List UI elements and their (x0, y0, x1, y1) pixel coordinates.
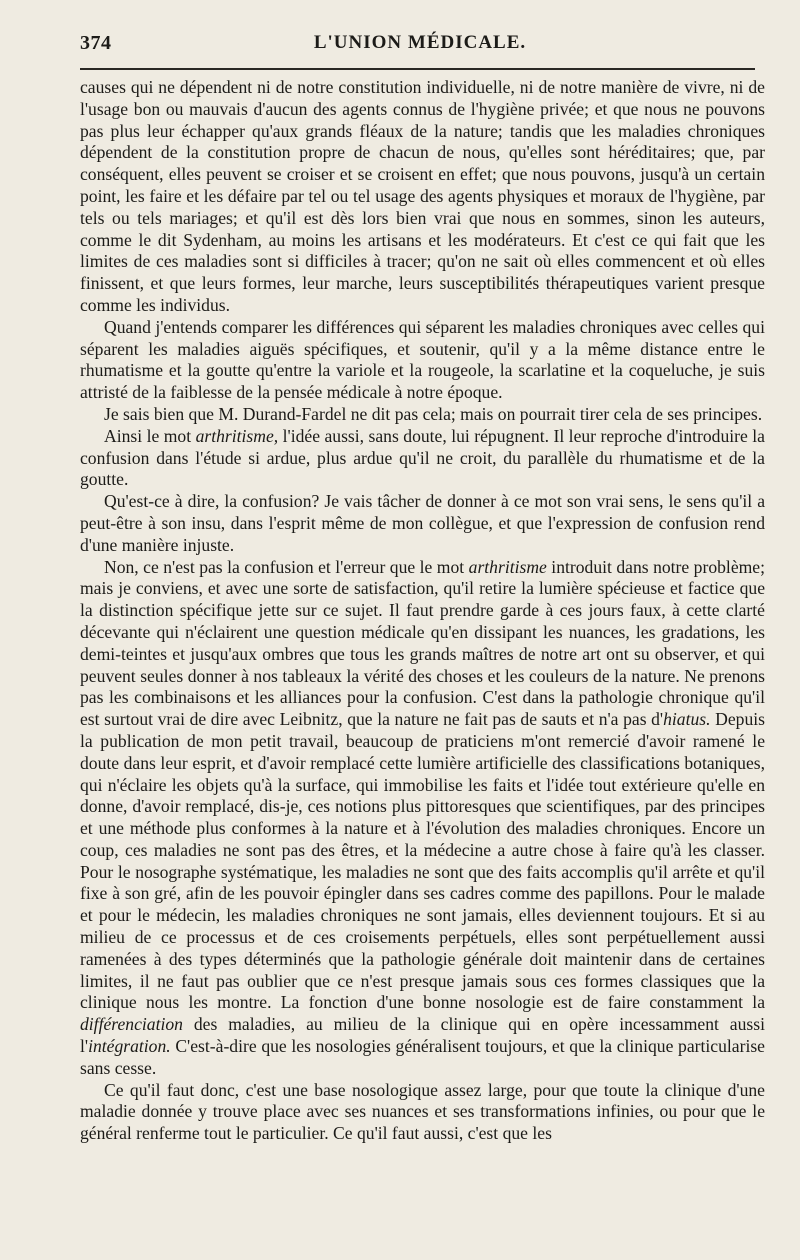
text-run: Je sais bien que M. Durand-Fardel ne dit pas cela; mais on pourrait tirer cela de ses principes. (104, 403, 763, 424)
paragraph (80, 1080, 765, 1145)
italic-term: intégration. (88, 1036, 171, 1057)
paragraph (80, 491, 765, 556)
text-run: Ainsi le mot (104, 425, 196, 446)
italic-term: arthritisme (468, 556, 547, 577)
text-run: introduit dans notre problème; mais je conviens, et avec une sorte de satisfaction, qu'il retire la lumière spécieuse et factice que la distinction spécifique jette sur ce sujet. Il faut prendre garde à ces jours faux, à cette clarté décevante qui n'éclairent une question médicale qu'en dissipant les nuances, les gradations, les demi-teintes et jusqu'aux ombres que tous les grands maîtres de notre art ont su observer, et qui peuvent seules donner à nos tableaux la vérité des choses et les couleurs de la nature. Ne prenons pas les combinaisons et les alliances pour la confusion. C'est dans la pathologie chronique qu'il est surtout vrai de dire avec Leibnitz, que la nature ne fait pas de sauts et n'a pas d' (80, 556, 766, 730)
italic-term: hiatus. (663, 709, 711, 730)
text-run: des maladies, au milieu de la clinique qui en opère incessamment aussi l' (80, 1014, 765, 1057)
header-rule (80, 68, 755, 70)
text-run: C'est-à-dire que les nosologies généralisent toujours, et que la clinique particularise sans cesse. (80, 1036, 765, 1078)
text-run: Quand j'entends comparer les différences qui séparent les maladies chroniques avec celles qui séparent les maladies aiguës spécifiques, et soutenir, qu'il y a la même distance entre le rhumatisme et la goutte qu'entre la variole et la rougeole, la scarlatine et la coqueluche, je suis attristé de la faiblesse de la pensée médicale à notre époque. (80, 316, 765, 403)
text-run: Non, ce n'est pas la confusion et l'erreur que le mot (104, 556, 469, 577)
paragraph (80, 426, 765, 491)
paragraph (80, 317, 765, 404)
page-number: 374 (80, 32, 112, 54)
body-text (80, 77, 765, 1145)
italic-term: arthritisme, (195, 425, 279, 446)
running-header (80, 32, 760, 64)
italic-term: différenciation (80, 1014, 183, 1035)
paragraph (80, 77, 765, 317)
journal-title: L'UNION MÉDICALE. (313, 32, 527, 53)
text-run: Qu'est-ce à dire, la confusion? Je vais tâcher de donner à ce mot son vrai sens, le sens qu'il a peut-être à son insu, dans l'esprit même de mon collègue, et que l'expression de confusion rend d'une manière injuste. (80, 491, 765, 555)
text-run: Depuis la publication de mon petit travail, beaucoup de praticiens m'ont remercié d'avoir ramené le doute dans leur esprit, et d'avoir remplacé cette lumière artificielle des classifications botaniques, qui n'éclaire les objets qu'à la surface, qui immobilise les faits et l'idée tout extérieure qu'elle en donne, d'avoir remplacé, dis-je, ces notions plus pittoresques que scientifiques, par des principes et une méthode plus conformes à la nature et à l'évolution des maladies chroniques. Encore un coup, ces maladies ne sont pas des êtres, et la médecine a autre chose à faire qu'à les classer. Pour le nosographe systématique, les maladies ne sont que des faits accomplis qu'il arrête et qu'il fixe à son gré, afin de les pouvoir épingler dans ses cadres comme des papillons. Pour le malade et pour le médecin, les maladies chroniques ne sont jamais, elles deviennent toujours. Et si au milieu de ce processus et de ces croisements perpétuels, elles sont perpétuellement aussi ramenées à des types déterminés que la pathologie générale doit maintenir dans de certaines limites, il ne faut pas oublier que ce n'est presque jamais sous ces formes classiques que la clinique nous les montre. La fonction d'une bonne nosologie est de faire constamment la (80, 709, 765, 1013)
text-run: causes qui ne dépendent ni de notre constitution individuelle, ni de notre manière de vivre, ni de l'usage bon ou mauvais d'aucun des agents connus de l'hygiène privée; et que nous ne pouvons pas plus leur échapper qu'aux grands fléaux de la nature; tandis que les maladies chroniques dépendent de la constitution propre de chacun de nous, qu'elles sont héréditaires; que, par conséquent, elles peuvent se croiser et se croisent en effet; que nous pouvons, jusqu'à un certain point, les faire et les défaire par tel ou tel usage des agents physiques et moraux de l'hygiène, par tels ou tels mariages; et qu'il est dès lors bien vrai que nous en sommes, sinon les auteurs, comme le dit Sydenham, au moins les artisans et les modérateurs. Et c'est ce qui fait que les limites de ces maladies sont si difficiles à tracer; qu'on ne sait où elles commencent et où elles finissent, et que leurs formes, leur marche, leurs susceptibilités thérapeutiques varient presque comme les individus. (80, 77, 765, 315)
text-run: Ce qu'il faut donc, c'est une base nosologique assez large, pour que toute la clinique d'une maladie donnée y trouve place avec ses nuances et ses transformations infinies, ou pour que le général renferme tout le particulier. Ce qu'il faut aussi, c'est que les (80, 1079, 765, 1144)
paragraph (80, 404, 765, 426)
text-run: l'idée aussi, sans doute, lui répugnent. Il leur reproche d'introduire la confusion dans l'étude si ardue, plus ardue qu'il ne croit, du parallèle du rhumatisme et de la goutte. (80, 425, 765, 490)
paragraph (80, 557, 765, 1080)
